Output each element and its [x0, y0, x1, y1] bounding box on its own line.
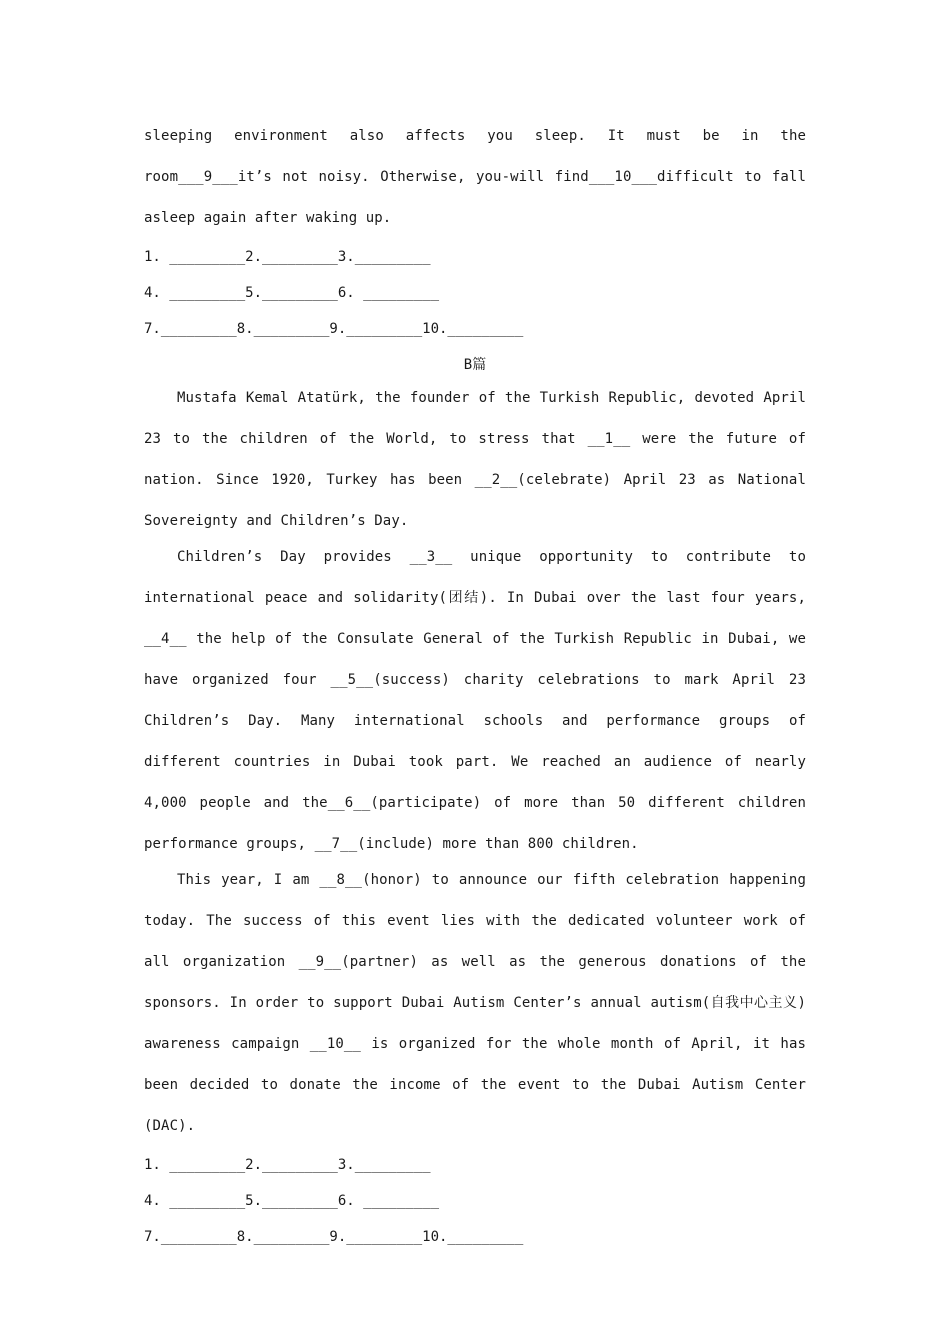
answer-blanks-a [144, 239, 806, 347]
answer-line-1: 1. _________2._________3._________ [144, 1157, 431, 1173]
answer-line-3: 7._________8._________9._________10._________ [144, 1229, 524, 1245]
answer-line-1: 1. _________2._________3._________ [144, 249, 431, 265]
passage-b-paragraph-2: Children’s Day provides __3__ unique opportunity to contribute to international peace and solidarity(团结). In Dubai over the last four years, __4__ the help of the Consulate General of the Turkish Republic in Dubai, we have organized four __5__(success) charity celebrations to mark April 23 Children’s Day. Many international schools and performance groups of different countries in Dubai took part. We reached an audience of nearly 4,000 people and the__6__(participate) of more than 50 different children performance groups, __7__(include) more than 800 children. [144, 549, 815, 852]
passage-b-paragraph-3: This year, I am __8__(honor) to announce our fifth celebration happening today. The success of this event lies with the dedicated volunteer work of all organization __9__(partner) as well as the generous donations of the sponsors. In order to support Dubai Autism Center’s annual autism(自我中心主义) awareness campaign __10__ is organized for the whole month of April, it has been decided to donate the income of the event to the Dubai Autism Center (DAC). [144, 872, 815, 1134]
answer-blanks-b [144, 1147, 806, 1255]
answer-line-3: 7._________8._________9._________10._________ [144, 321, 524, 337]
section-heading-b: B篇 [463, 357, 487, 373]
passage-b-paragraph-1: Mustafa Kemal Atatürk, the founder of the Turkish Republic, devoted April 23 to the children of the World, to stress that __1__ were the future of nation. Since 1920, Turkey has been __2__(celebrate) April 23 as National Sovereignty and Children’s Day. [144, 390, 815, 529]
document-page [144, 116, 815, 1255]
answer-line-2: 4. _________5._________6. _________ [144, 1193, 440, 1209]
passage-a-continuation: sleeping environment also affects you sleep. It must be in the room___9___it’s not noisy. Otherwise, you-will find___10___difficult to fall asleep again after waking up. [144, 128, 815, 226]
answer-line-2: 4. _________5._________6. _________ [144, 285, 440, 301]
